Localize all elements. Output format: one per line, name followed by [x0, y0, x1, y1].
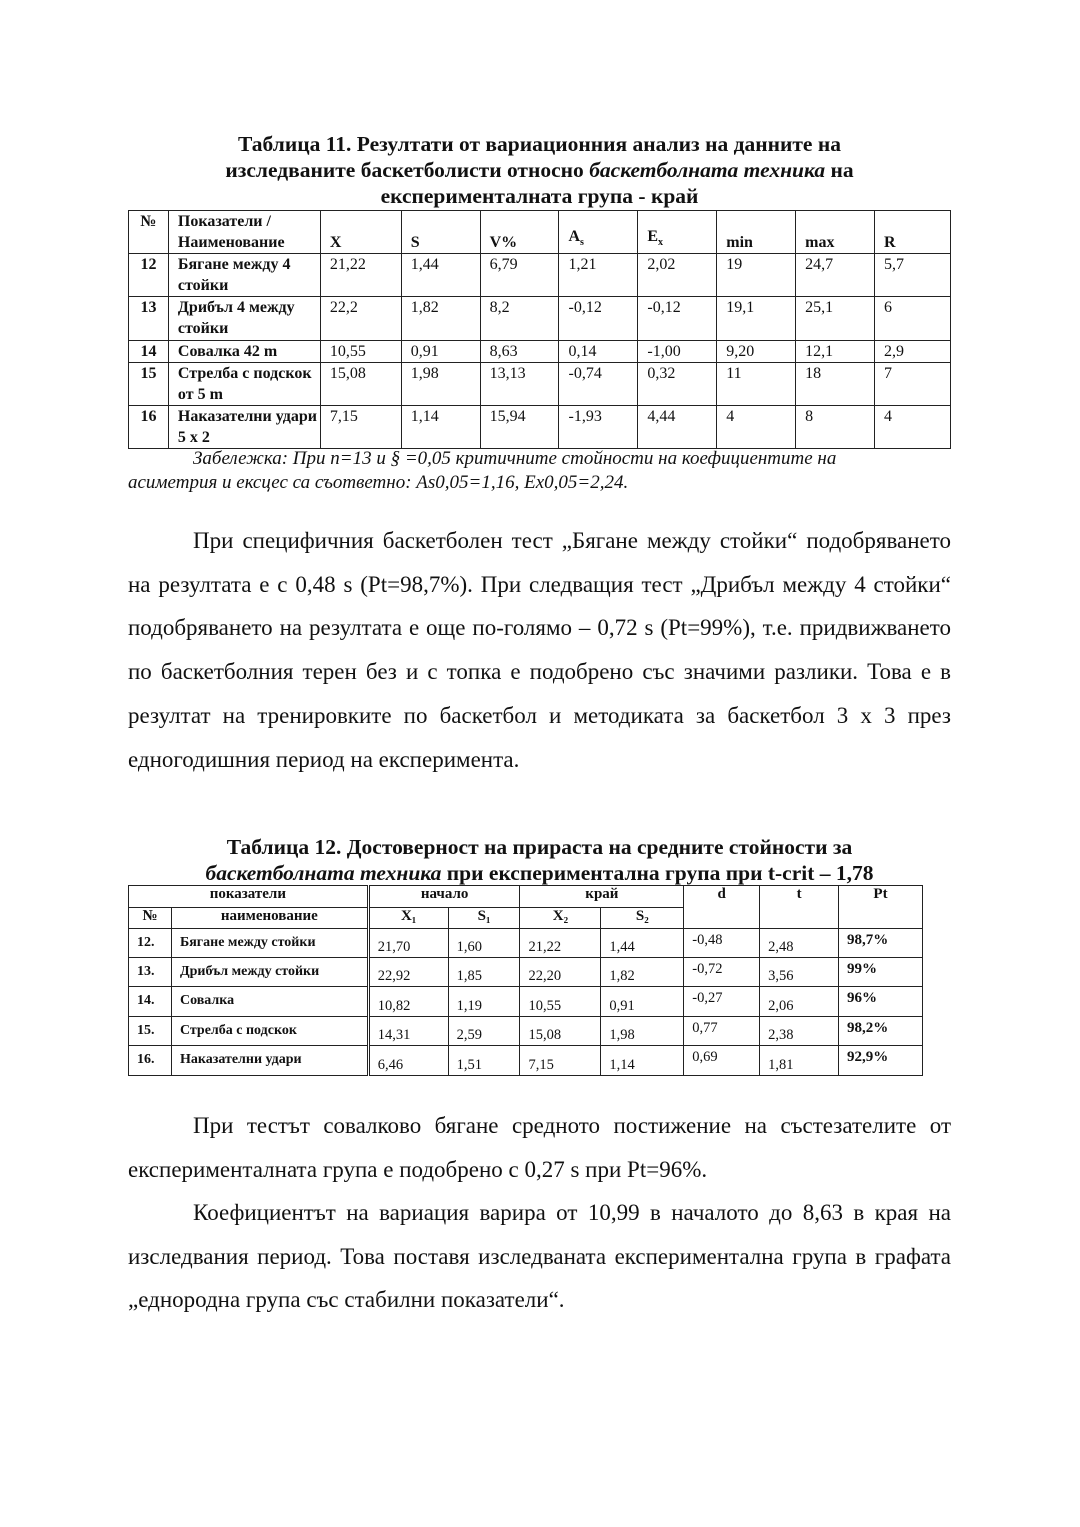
row-name: Дрибъл 4 между стойки [168, 297, 320, 341]
cell-s1: 2,59 [448, 1017, 520, 1046]
cell-min: 9,20 [717, 341, 796, 363]
cell-pt: 98,2% [839, 1017, 923, 1046]
cell-s1: 1,51 [448, 1046, 520, 1076]
row-num: 14 [129, 341, 169, 363]
table12-caption-line1: Таблица 12. Достоверност на прираста на средните стойности за [226, 835, 853, 859]
cell-s1: 1,19 [448, 987, 520, 1017]
cell-as: 1,21 [559, 254, 638, 297]
table12-header-x2: X₂ [520, 908, 601, 929]
cell-t: 2,48 [760, 929, 839, 958]
cell-max: 12,1 [796, 341, 875, 363]
cell-pt: 96% [839, 987, 923, 1017]
row-name: Дрибъл между стойки [171, 958, 368, 987]
cell-x: 7,15 [320, 406, 401, 449]
paragraph-1-text: При специфичния баскетболен тест „Бягане между стойки“ подобряването на резултата е с 0,48 s (Pt=98,7%). При следващия тест „Дрибъл между 4 стойки“ подобряването на резултата е още по-голямо – 0,72 s (Pt=99%), т.е. придвижването по баскетболния терен без и с топка е подобрено със значими разлики. Това е в резултат на тренировките по баскетбол и методиката за баскетбол 3 х 3 през едногодишния период на експеримента. [128, 528, 951, 772]
cell-ex: 4,44 [638, 406, 717, 449]
cell-t: 1,81 [760, 1046, 839, 1076]
table11-header-v: V% [480, 211, 559, 254]
table11-caption [128, 131, 951, 209]
paragraph-1 [128, 519, 951, 781]
row-name: Наказателни удари [171, 1046, 368, 1076]
cell-s2: 1,14 [601, 1046, 684, 1076]
table-row [129, 254, 951, 297]
table11-caption-line1: Таблица 11. Резултати от вариационния анализ на данните на [237, 132, 841, 156]
table-row [129, 1017, 923, 1046]
table-row [129, 1046, 923, 1076]
table11-header-r: R [875, 211, 951, 254]
table12-header-pt: Pt [839, 886, 923, 929]
cell-ex: 0,32 [638, 363, 717, 406]
cell-s1: 1,85 [448, 958, 520, 987]
paragraph-2-text: При тестът совалково бягане средното постижение на състезателите от експерименталната група е подобрено с 0,27 s при Pt=96%. [128, 1113, 951, 1182]
paragraph-3 [128, 1191, 951, 1322]
table12-header-s1: S₁ [448, 908, 520, 929]
row-num: 15 [129, 363, 169, 406]
table12 [128, 885, 923, 1076]
table-row [129, 406, 951, 449]
row-num: 13 [129, 297, 169, 341]
cell-v: 8,2 [480, 297, 559, 341]
cell-d: -0,72 [684, 958, 760, 987]
row-name: Бягане между 4 стойки [168, 254, 320, 297]
cell-s2: 1,82 [601, 958, 684, 987]
table11-note-line2: асиметрия и ексцес са съответно: As0,05=1,16, Ex0,05=2,24. [128, 472, 629, 493]
row-num: 16 [129, 406, 169, 449]
row-name: Стрелба с подскок от 5 m [168, 363, 320, 406]
cell-x2: 21,22 [520, 929, 601, 958]
table12-header-t: t [760, 886, 839, 929]
cell-as: -0,12 [559, 297, 638, 341]
table12-caption [128, 834, 951, 886]
cell-r: 2,9 [875, 341, 951, 363]
cell-pt: 92,9% [839, 1046, 923, 1076]
row-num: 13. [129, 958, 172, 987]
table12-header-s2: S₂ [601, 908, 684, 929]
table12-header-x1: X₁ [368, 908, 448, 929]
table11-header-s: S [401, 211, 480, 254]
cell-d: -0,27 [684, 987, 760, 1017]
cell-d: 0,77 [684, 1017, 760, 1046]
row-num: 12. [129, 929, 172, 958]
cell-v: 6,79 [480, 254, 559, 297]
cell-x2: 22,20 [520, 958, 601, 987]
cell-x2: 10,55 [520, 987, 601, 1017]
table-row [129, 363, 951, 406]
table11-header-as: $A_s$ [559, 211, 638, 254]
table11-header-no: № [129, 211, 169, 254]
table12-header-d: d [684, 886, 760, 929]
cell-as: -0,74 [559, 363, 638, 406]
table11-header-row [129, 211, 951, 254]
table12-header-start: начало [368, 886, 520, 908]
cell-x1: 22,92 [368, 958, 448, 987]
cell-s1: 1,60 [448, 929, 520, 958]
cell-as: -1,93 [559, 406, 638, 449]
cell-x: 15,08 [320, 363, 401, 406]
cell-as: 0,14 [559, 341, 638, 363]
cell-ex: -0,12 [638, 297, 717, 341]
cell-min: 19 [717, 254, 796, 297]
cell-s: 1,14 [401, 406, 480, 449]
cell-x2: 7,15 [520, 1046, 601, 1076]
cell-s2: 1,44 [601, 929, 684, 958]
table11-header-min: min [717, 211, 796, 254]
row-name: Бягане между стойки [171, 929, 368, 958]
cell-pt: 99% [839, 958, 923, 987]
cell-min: 19,1 [717, 297, 796, 341]
cell-r: 6 [875, 297, 951, 341]
cell-s: 0,91 [401, 341, 480, 363]
table11-header-max: max [796, 211, 875, 254]
cell-max: 24,7 [796, 254, 875, 297]
cell-min: 4 [717, 406, 796, 449]
table12-header-no: № [129, 908, 172, 929]
row-name: Совалка 42 m [168, 341, 320, 363]
row-name: Совалка [171, 987, 368, 1017]
table11-header-name: Показатели / Наименование [168, 211, 320, 254]
cell-x: 10,55 [320, 341, 401, 363]
table12-header-row1 [129, 886, 923, 908]
table12-header-end: край [520, 886, 684, 908]
table12-header-name: наименование [171, 908, 368, 929]
cell-x1: 14,31 [368, 1017, 448, 1046]
table12-caption-line2: баскетболната техника при експериментална група при t-crit – 1,78 [205, 861, 874, 885]
cell-x: 22,2 [320, 297, 401, 341]
row-num: 15. [129, 1017, 172, 1046]
cell-v: 15,94 [480, 406, 559, 449]
table11-header-ex: $E_x$ [638, 211, 717, 254]
cell-r: 7 [875, 363, 951, 406]
cell-ex: -1,00 [638, 341, 717, 363]
cell-min: 11 [717, 363, 796, 406]
cell-d: 0,69 [684, 1046, 760, 1076]
cell-x1: 10,82 [368, 987, 448, 1017]
cell-ex: 2,02 [638, 254, 717, 297]
cell-r: 5,7 [875, 254, 951, 297]
table11-caption-line2: изследваните баскетболисти относно баскетболната техника на [225, 158, 854, 182]
cell-x: 21,22 [320, 254, 401, 297]
cell-s: 1,82 [401, 297, 480, 341]
row-name: Наказателни удари 5 х 2 [168, 406, 320, 449]
cell-s2: 0,91 [601, 987, 684, 1017]
cell-s2: 1,98 [601, 1017, 684, 1046]
cell-max: 25,1 [796, 297, 875, 341]
table11-header-x: X [320, 211, 401, 254]
cell-t: 2,06 [760, 987, 839, 1017]
table11 [128, 210, 951, 449]
table11-note [128, 447, 951, 495]
cell-d: -0,48 [684, 929, 760, 958]
cell-max: 8 [796, 406, 875, 449]
cell-t: 3,56 [760, 958, 839, 987]
cell-max: 18 [796, 363, 875, 406]
table-row [129, 958, 923, 987]
cell-pt: 98,7% [839, 929, 923, 958]
cell-s: 1,44 [401, 254, 480, 297]
row-num: 16. [129, 1046, 172, 1076]
row-num: 14. [129, 987, 172, 1017]
cell-x1: 21,70 [368, 929, 448, 958]
table11-note-line1: Забележка: При n=13 и § =0,05 критичните стойности на коефициентите на [193, 448, 837, 469]
table-row [129, 929, 923, 958]
table-row [129, 297, 951, 341]
cell-v: 13,13 [480, 363, 559, 406]
table11-caption-line3: експерименталната група - край [380, 184, 699, 208]
table-row [129, 987, 923, 1017]
table-row [129, 341, 951, 363]
paragraph-3-text: Коефициентът на вариация варира от 10,99 в началото до 8,63 в края на изследвания период. Това поставя изследваната експериментална група в графата „еднородна група със стабилни показатели“. [128, 1200, 951, 1313]
cell-x2: 15,08 [520, 1017, 601, 1046]
cell-v: 8,63 [480, 341, 559, 363]
table12-header-indicators: показатели [129, 886, 369, 908]
paragraph-2 [128, 1104, 951, 1191]
cell-r: 4 [875, 406, 951, 449]
cell-t: 2,38 [760, 1017, 839, 1046]
cell-x1: 6,46 [368, 1046, 448, 1076]
cell-s: 1,98 [401, 363, 480, 406]
row-num: 12 [129, 254, 169, 297]
row-name: Стрелба с подскок [171, 1017, 368, 1046]
